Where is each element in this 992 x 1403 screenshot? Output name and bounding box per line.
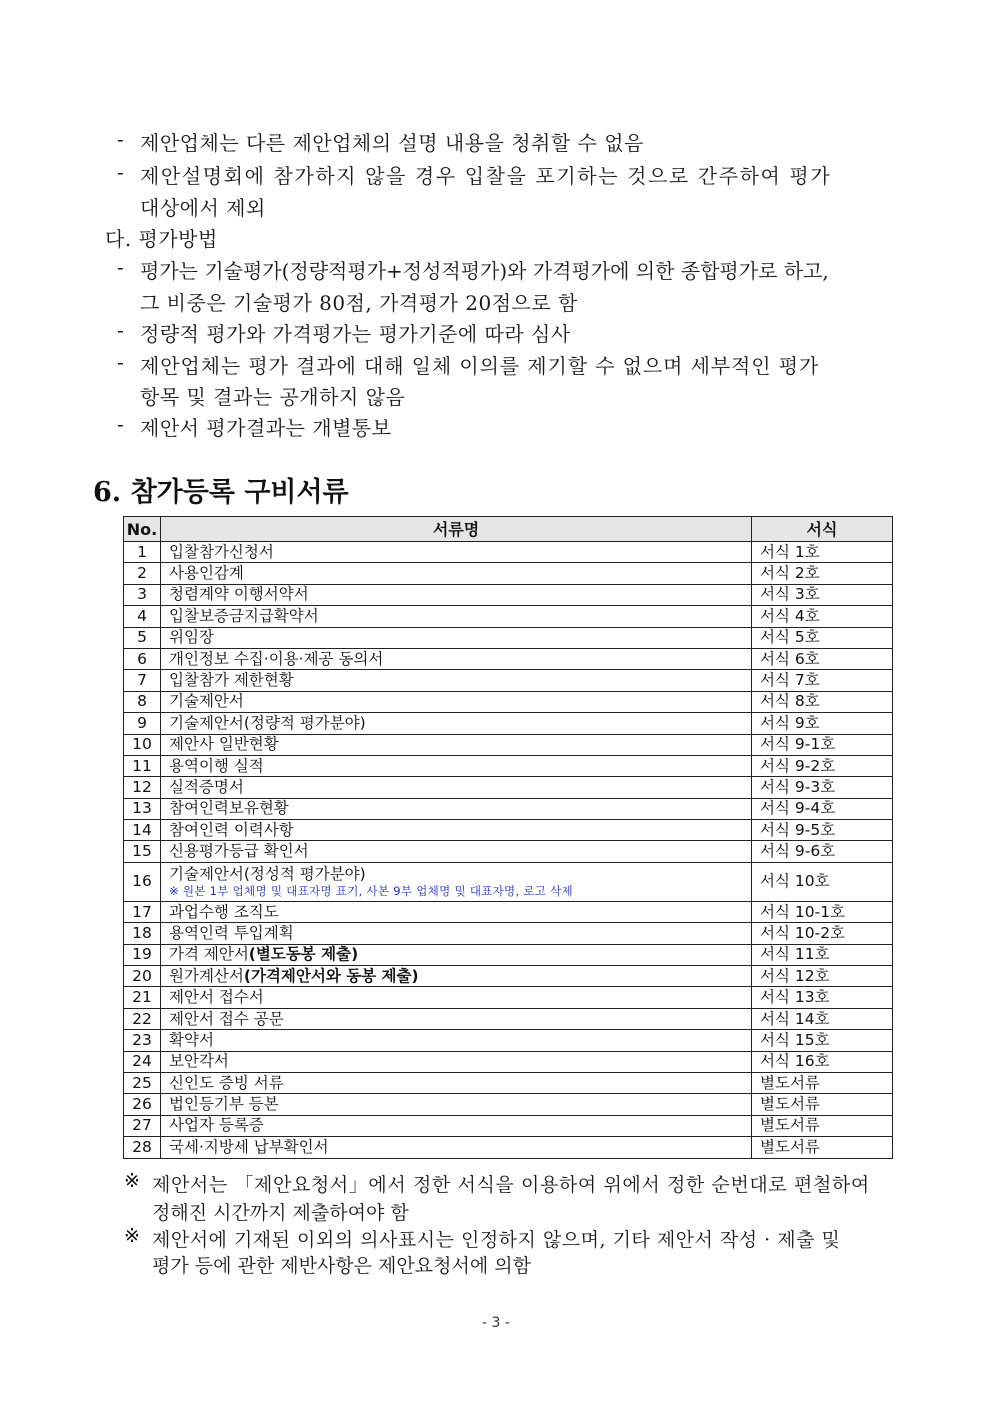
- footnote-text: 제안서는 「제안요청서」에서 정한 서식을 이용하여 위에서 정한 순번대로 편철하여: [152, 1174, 870, 1196]
- document-name: 국세·지방세 납부확인서: [169, 1137, 329, 1156]
- bullet-dash: -: [117, 350, 124, 374]
- document-name: 기술제안서(정성적 평가분야): [169, 865, 366, 884]
- document-name: 보안각서: [169, 1052, 229, 1071]
- document-name: 가격 제안서: [169, 945, 249, 964]
- format-cell: 서식 9-4호: [752, 798, 893, 819]
- document-name-cell: [161, 798, 752, 819]
- page-number: - 3 -: [482, 1315, 510, 1331]
- document-name-cell: [161, 841, 752, 862]
- format-cell: 서식 9-6호: [752, 841, 893, 862]
- document-name-cell: [161, 1137, 752, 1158]
- document-name-cell: [161, 606, 752, 627]
- row-number: 11: [124, 755, 161, 776]
- row-number: 13: [124, 798, 161, 819]
- bullet-text-cont: 항목 및 결과는 공개하지 않음: [140, 385, 406, 409]
- bullet-text: 제안업체는 다른 제안업체의 설명 내용을 청취할 수 없음: [140, 131, 644, 155]
- table-header-row: [124, 517, 893, 542]
- row-number: 12: [124, 777, 161, 798]
- format-cell: 서식 8호: [752, 691, 893, 712]
- format-cell: 서식 9호: [752, 713, 893, 734]
- format-cell: 서식 9-1호: [752, 734, 893, 755]
- format-cell: 서식 9-3호: [752, 777, 893, 798]
- table-row: [124, 944, 893, 965]
- row-number: 2: [124, 563, 161, 584]
- bullet-text: 제안서 평가결과는 개별통보: [140, 416, 392, 440]
- document-name: 기술제안서(정량적 평가분야): [169, 713, 366, 732]
- table-row: [124, 563, 893, 584]
- document-name: 원가계산서: [169, 966, 244, 985]
- row-number: 16: [124, 862, 161, 901]
- bullet-text-cont: 대상에서 제외: [140, 196, 266, 220]
- bullet-text: 제안설명회에 참가하지 않을 경우 입찰을 포기하는 것으로 간주하여 평가: [140, 164, 832, 188]
- document-name-cell: [161, 713, 752, 734]
- format-cell: 서식 2호: [752, 563, 893, 584]
- document-name-cell: [161, 691, 752, 712]
- table-row: [124, 691, 893, 712]
- document-name: 확약서: [169, 1030, 214, 1049]
- format-cell: 서식 15호: [752, 1030, 893, 1051]
- table-row: [124, 713, 893, 734]
- table-row: [124, 777, 893, 798]
- document-name-cell: [161, 777, 752, 798]
- table-row: [124, 1030, 893, 1051]
- document-name-cell: [161, 648, 752, 669]
- format-cell: 서식 12호: [752, 966, 893, 987]
- footnote-text-cont: 평가 등에 관한 제반사항은 제안요청서에 의함: [152, 1255, 531, 1277]
- format-cell: 서식 1호: [752, 542, 893, 563]
- format-cell: 서식 3호: [752, 584, 893, 605]
- row-number: 27: [124, 1115, 161, 1136]
- header-format: 서식: [752, 517, 893, 542]
- document-name: 신용평가등급 확인서: [169, 842, 309, 861]
- document-note: ※ 원본 1부 업체명 및 대표자명 표기, 사본 9부 업체명 및 대표자명, 로고 삭제: [169, 884, 573, 899]
- document-name: 기술제안서: [169, 692, 244, 711]
- reference-mark-icon: ※: [124, 1225, 140, 1247]
- table-row: [124, 670, 893, 691]
- document-name-cell: [161, 1030, 752, 1051]
- format-cell: 별도서류: [752, 1072, 893, 1093]
- format-cell: 서식 4호: [752, 606, 893, 627]
- row-number: 28: [124, 1137, 161, 1158]
- document-name-cell: [161, 901, 752, 922]
- table-row: [124, 1115, 893, 1136]
- table-row: [124, 1137, 893, 1158]
- table-row: [124, 841, 893, 862]
- document-name: 과업수행 조직도: [169, 902, 279, 921]
- format-cell: 서식 9-5호: [752, 820, 893, 841]
- format-cell: 서식 10-1호: [752, 901, 893, 922]
- table-row: [124, 966, 893, 987]
- document-name-cell: [161, 670, 752, 691]
- format-cell: 서식 5호: [752, 627, 893, 648]
- bullet-dash: -: [117, 160, 124, 184]
- row-number: 1: [124, 542, 161, 563]
- row-number: 8: [124, 691, 161, 712]
- document-name-cell: [161, 542, 752, 563]
- row-number: 19: [124, 944, 161, 965]
- document-name: 제안서 접수 공문: [169, 1009, 284, 1028]
- format-cell: 서식 13호: [752, 987, 893, 1008]
- table-row: [124, 755, 893, 776]
- row-number: 10: [124, 734, 161, 755]
- document-name-cell: [161, 1051, 752, 1072]
- row-number: 25: [124, 1072, 161, 1093]
- format-cell: 서식 14호: [752, 1008, 893, 1029]
- section6-title: 6. 참가등록 구비서류: [93, 477, 349, 508]
- document-name-cell: [161, 1072, 752, 1093]
- table-row: [124, 627, 893, 648]
- document-name-cell: [161, 734, 752, 755]
- format-cell: 별도서류: [752, 1094, 893, 1115]
- document-name-cell: [161, 584, 752, 605]
- format-cell: 서식 10-2호: [752, 923, 893, 944]
- document-name: 사업자 등록증: [169, 1116, 264, 1135]
- document-name: 입찰보증금지급확약서: [169, 606, 319, 625]
- bullet-dash: -: [117, 412, 124, 436]
- bullet-dash: -: [117, 318, 124, 342]
- format-cell: 서식 9-2호: [752, 755, 893, 776]
- row-number: 3: [124, 584, 161, 605]
- document-name: 참여인력 이력사항: [169, 820, 294, 839]
- table-row: [124, 862, 893, 901]
- row-number: 15: [124, 841, 161, 862]
- document-name-cell: [161, 627, 752, 648]
- table-row: [124, 648, 893, 669]
- format-cell: 서식 6호: [752, 648, 893, 669]
- document-name: 참여인력보유현황: [169, 799, 289, 818]
- bullet-dash: -: [117, 127, 124, 151]
- document-name: 사용인감계: [169, 564, 244, 583]
- document-name: 용역인력 투입계획: [169, 923, 294, 942]
- document-name: 제안사 일반현황: [169, 735, 279, 754]
- document-name: 용역이행 실적: [169, 756, 264, 775]
- reference-mark-icon: ※: [124, 1170, 140, 1192]
- document-name-cell: [161, 966, 752, 987]
- format-cell: 별도서류: [752, 1115, 893, 1136]
- row-number: 26: [124, 1094, 161, 1115]
- bullet-text: 정량적 평가와 가격평가는 평가기준에 따라 심사: [140, 322, 571, 346]
- document-name-cell: [161, 923, 752, 944]
- row-number: 14: [124, 820, 161, 841]
- table-row: [124, 987, 893, 1008]
- table-row: [124, 901, 893, 922]
- header-name: 서류명: [161, 517, 752, 542]
- table-row: [124, 1051, 893, 1072]
- document-name: 제안서 접수서: [169, 988, 264, 1007]
- document-name: 입찰참가신청서: [169, 542, 274, 561]
- row-number: 6: [124, 648, 161, 669]
- bullet-text-cont: 그 비중은 기술평가 80점, 가격평가 20점으로 함: [140, 291, 578, 315]
- document-name-cell: [161, 1094, 752, 1115]
- format-cell: 서식 11호: [752, 944, 893, 965]
- row-number: 17: [124, 901, 161, 922]
- table-row: [124, 1072, 893, 1093]
- format-cell: 별도서류: [752, 1137, 893, 1158]
- document-name-cell: [161, 987, 752, 1008]
- document-name-cell: [161, 563, 752, 584]
- table-row: [124, 606, 893, 627]
- bullet-text: 평가는 기술평가(정량적평가+정성적평가)와 가격평가에 의한 종합평가로 하고,: [140, 259, 829, 283]
- footnote-text-cont: 정해진 시간까지 제출하여야 함: [152, 1202, 409, 1224]
- header-no: No.: [124, 517, 161, 542]
- document-name-cell: [161, 755, 752, 776]
- document-name: 실적증명서: [169, 777, 244, 796]
- table-row: [124, 1008, 893, 1029]
- row-number: 9: [124, 713, 161, 734]
- document-name: 법인등기부 등본: [169, 1095, 279, 1114]
- bullet-dash: -: [117, 255, 124, 279]
- row-number: 5: [124, 627, 161, 648]
- table-row: [124, 542, 893, 563]
- table-row: [124, 798, 893, 819]
- bullet-text: 제안업체는 평가 결과에 대해 일체 이의를 제기할 수 없으며 세부적인 평가: [140, 354, 820, 378]
- document-name: 청렴계약 이행서약서: [169, 585, 309, 604]
- document-name-cell: [161, 1008, 752, 1029]
- row-number: 7: [124, 670, 161, 691]
- table-row: [124, 584, 893, 605]
- format-cell: 서식 10호: [752, 862, 893, 901]
- table-row: [124, 820, 893, 841]
- document-name-emphasis: (가격제안서와 동봉 제출): [243, 966, 419, 985]
- document-name-emphasis: (별도동봉 제출): [248, 945, 359, 964]
- document-name-cell: [161, 820, 752, 841]
- document-name-cell: [161, 862, 752, 901]
- row-number: 18: [124, 923, 161, 944]
- document-name: 개인정보 수집·이용·제공 동의서: [169, 649, 384, 668]
- document-name: 신인도 증빙 서류: [169, 1073, 284, 1092]
- row-number: 4: [124, 606, 161, 627]
- table-row: [124, 1094, 893, 1115]
- row-number: 24: [124, 1051, 161, 1072]
- row-number: 23: [124, 1030, 161, 1051]
- table-row: [124, 734, 893, 755]
- document-name-cell: [161, 944, 752, 965]
- row-number: 20: [124, 966, 161, 987]
- row-number: 21: [124, 987, 161, 1008]
- footnote-text: 제안서에 기재된 이외의 의사표시는 인정하지 않으며, 기타 제안서 작성 · 제출 및: [152, 1229, 841, 1251]
- section-da-title: 다. 평가방법: [105, 227, 218, 251]
- row-number: 22: [124, 1008, 161, 1029]
- table-row: [124, 923, 893, 944]
- format-cell: 서식 7호: [752, 670, 893, 691]
- documents-table: [123, 516, 893, 1159]
- document-name: 위임장: [169, 628, 214, 647]
- document-name-cell: [161, 1115, 752, 1136]
- document-name: 입찰참가 제한현황: [169, 671, 294, 690]
- format-cell: 서식 16호: [752, 1051, 893, 1072]
